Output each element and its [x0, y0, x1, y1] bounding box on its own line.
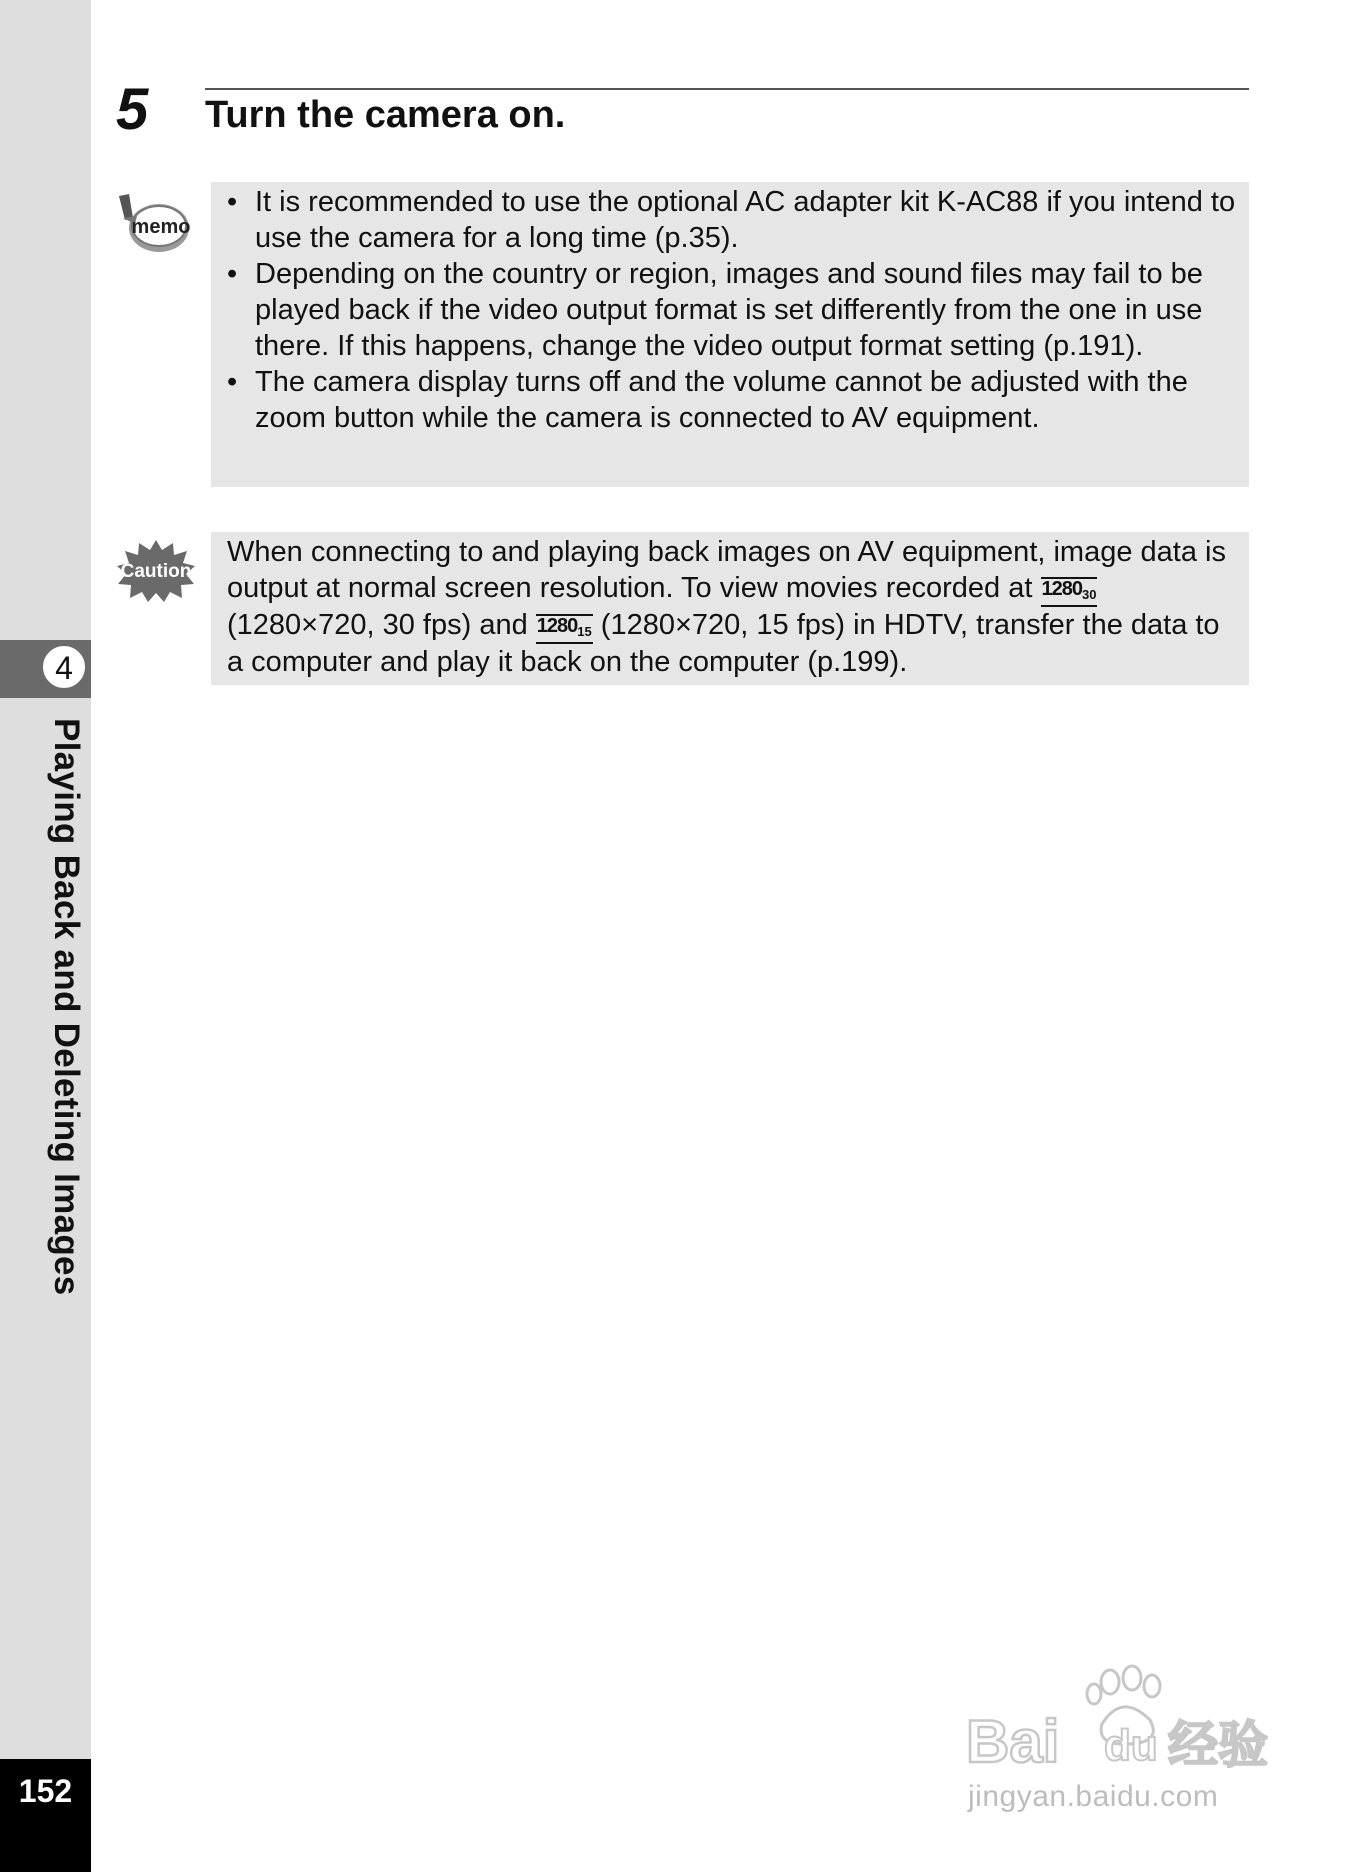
memo-item: • Depending on the country or region, images and sound files may fail to be played back if the video output format is set differently from the one in use there. If this happens, change the video output format setting (p.191). [227, 258, 1203, 362]
caution-icon [115, 538, 197, 609]
svg-text:du: du [1104, 1721, 1158, 1770]
step-divider [205, 88, 1249, 90]
page-number: 152 [18, 1773, 73, 1809]
caution-icon-label: Caution [120, 561, 192, 582]
watermark-url: jingyan.baidu.com [968, 1780, 1219, 1813]
memo-item: • It is recommended to use the optional AC adapter kit K-AC88 if you intend to use the camera for a long time (p.35). [227, 186, 1236, 254]
step-number: 5 [116, 77, 149, 142]
svg-text:经验: 经验 [1168, 1716, 1268, 1772]
chapter-number: 4 [40, 643, 88, 691]
memo-icon-label: memo [131, 216, 191, 238]
caution-box [211, 532, 1249, 685]
caution-text: (1280×720, 15 fps) in HDTV, transfer the data to a computer and play it back on the computer (p.199). [227, 609, 1220, 678]
step-title: Turn the camera on. [205, 94, 566, 136]
memo-icon [115, 192, 193, 261]
chapter-title: Playing Back and Deleting Images [47, 718, 86, 1296]
svg-text:Bai: Bai [966, 1708, 1060, 1772]
memo-list [225, 184, 1239, 436]
caution-text: When connecting to and playing back images on AV equipment, image data is output at normal screen resolution. To view movies recorded at [227, 536, 1226, 604]
movie-1280-30fps-icon: $1280_{30}$ [1041, 577, 1098, 607]
movie-1280-15fps-icon: $1280_{15}$ [536, 614, 593, 644]
baidu-watermark-logo [962, 1662, 1282, 1777]
caution-text: (1280×720, 30 fps) and [227, 609, 536, 641]
memo-item: • The camera display turns off and the volume cannot be adjusted with the zoom button while the camera is connected to AV equipment. [227, 366, 1188, 434]
memo-box [211, 182, 1249, 487]
